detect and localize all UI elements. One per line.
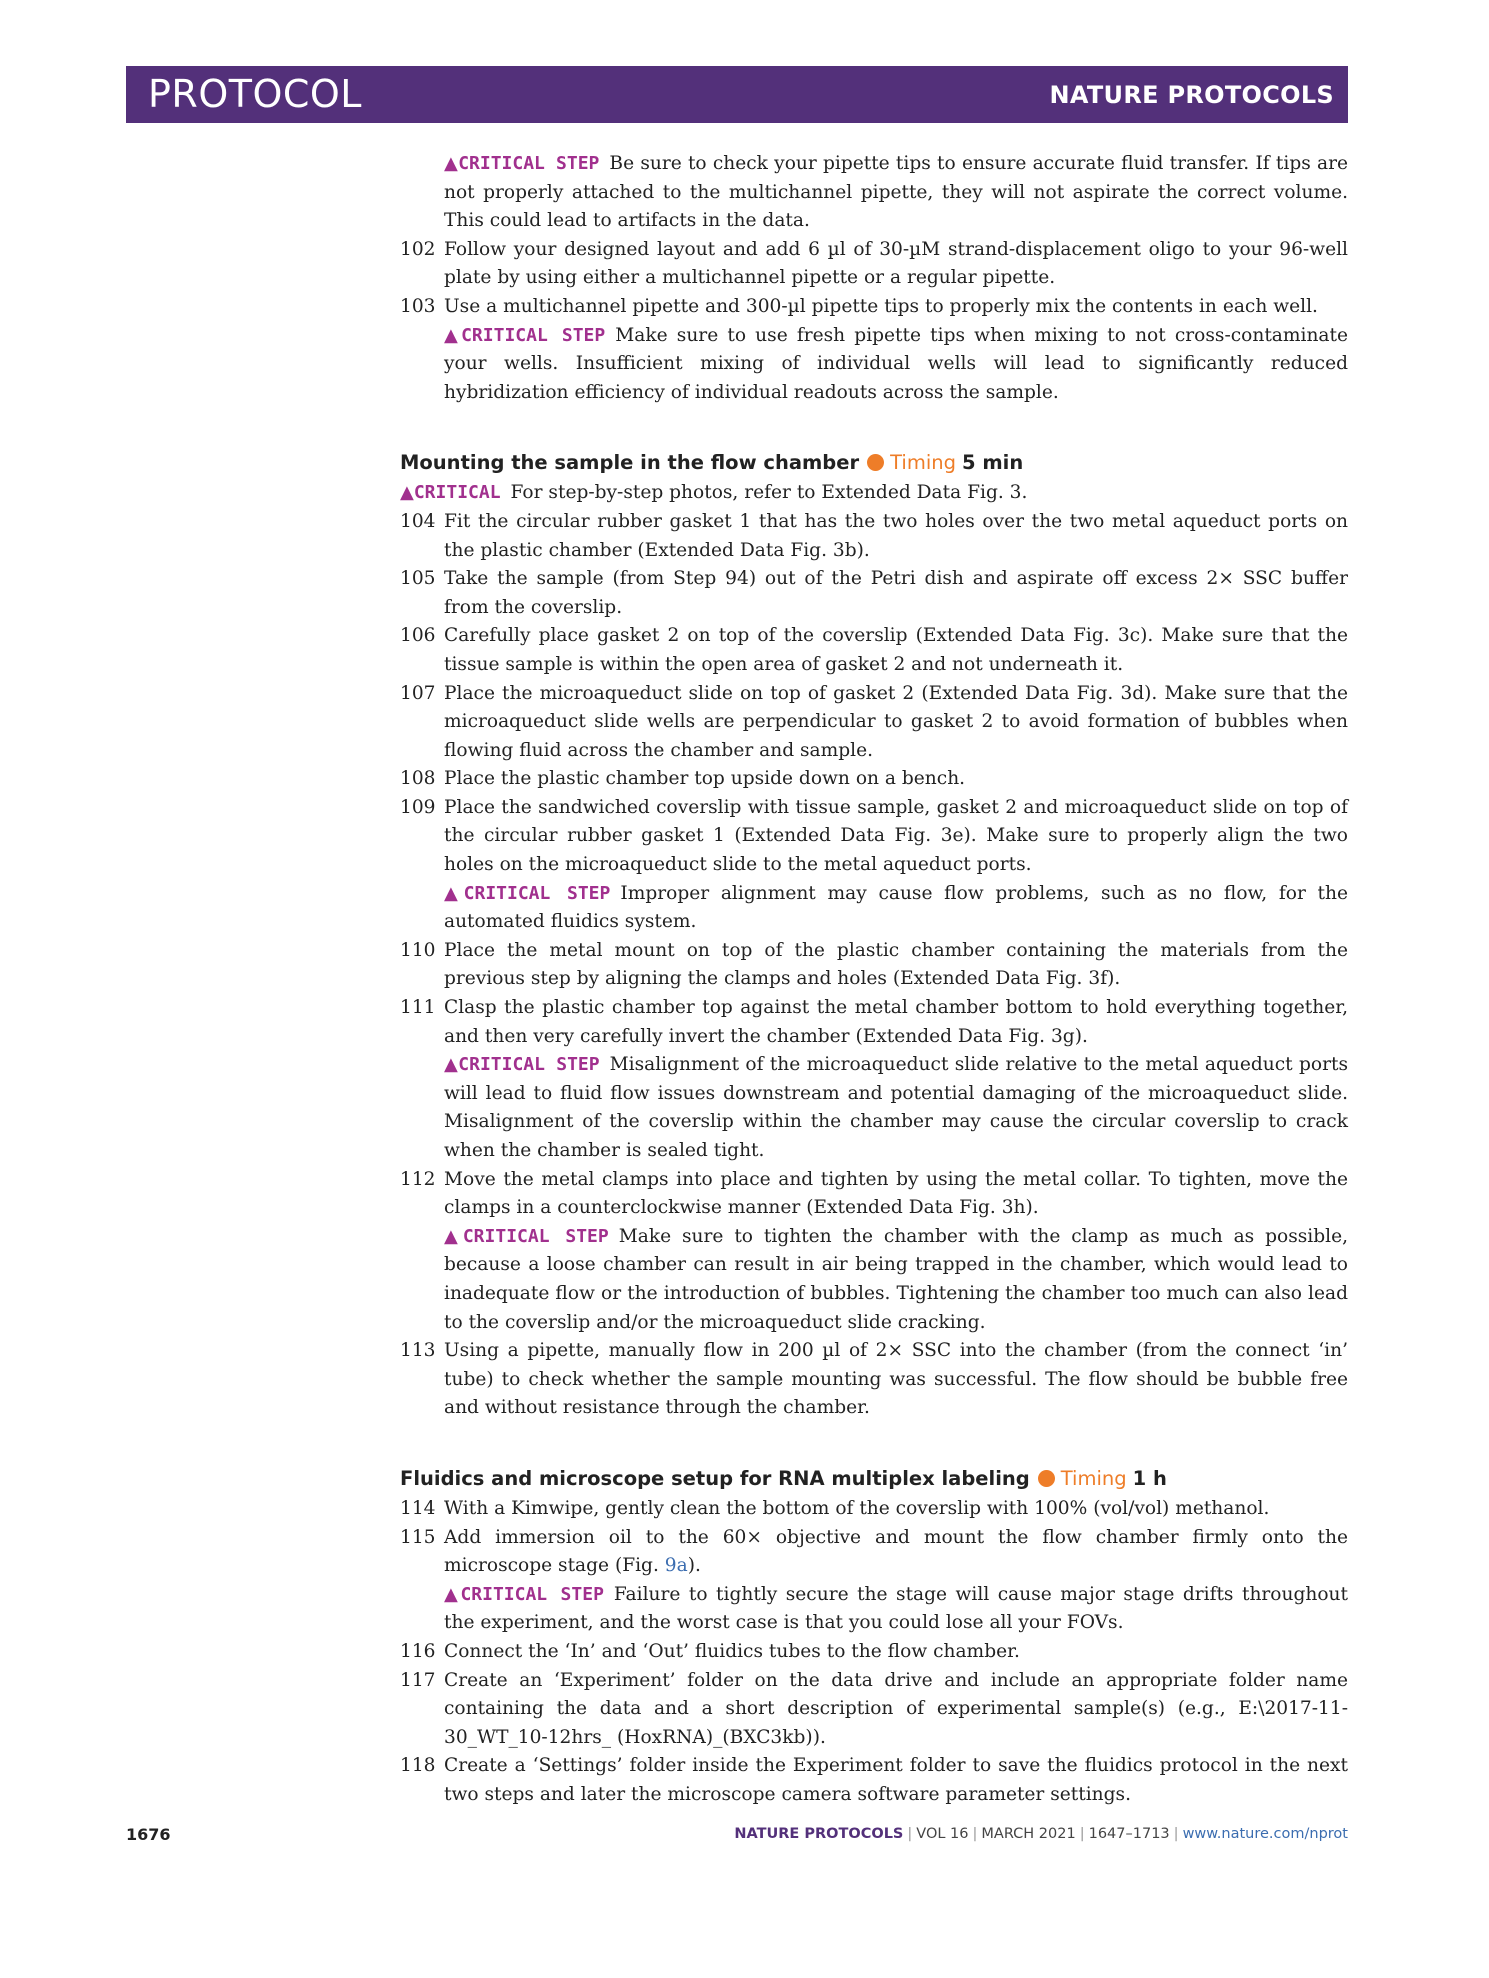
step-105 [400,565,1348,622]
timing-label: Timing [1060,1466,1127,1490]
step-number: 110 [400,939,436,961]
step-number: 116 [400,1640,436,1662]
step-text [444,1524,1348,1581]
warning-triangle-icon: ▲ [444,1054,459,1076]
footer-date: MARCH 2021 [981,1826,1076,1842]
warning-triangle-icon: ▲ [444,153,459,174]
step-115 [400,1524,1348,1638]
step-number: 103 [400,295,436,317]
critical-text: Be sure to check your pipette tips to ensure accurate fluid transfer. If tips are not properly attached to the multichannel pipette, they will not aspirate the correct volume. This could lead to artifacts in the data. [444,153,1349,232]
critical-step-note [444,322,1348,408]
step-text: Take the sample (from Step 94) out of the Petri dish and aspirate off excess 2× SSC buffer from the coverslip. [444,568,1348,618]
step-106 [400,622,1348,679]
section-heading-mounting [400,449,1348,477]
critical-text: Misalignment of the microaqueduct slide relative to the metal aqueduct ports will lead to fluid flow issues downstream and potential damaging of the microaqueduct slide. Misalignment of the coverslip within the chamber may cause the circular coverslip to crack when the chamber is sealed tight. [444,1054,1348,1161]
timing-dot-icon [1038,1470,1055,1487]
step-111 [400,994,1348,1166]
timing-label: Timing [890,451,956,475]
step-text: Fit the circular rubber gasket 1 that has the two holes over the two metal aqueduct ports on the plastic chamber (Extended Data Fig. 3b). [444,510,1348,561]
step-number: 113 [400,1340,436,1362]
section-label: PROTOCOL [148,72,362,116]
step-text: Create an ‘Experiment’ folder on the data drive and include an appropriate folder name containing the data and a short description of experimental sample(s) (e.g., E:\2017-11-30_WT_10-12hrs_ (HoxRNA)_(BXC3kb)). [444,1669,1348,1748]
footer-journal: NATURE PROTOCOLS [734,1826,904,1842]
critical-step-label: CRITICAL STEP [460,1583,604,1605]
step-text: Create a ‘Settings’ folder inside the Experiment folder to save the fluidics protocol in the next two steps and later the microscope camera software parameter settings. [444,1755,1348,1805]
step-text: Clasp the plastic chamber top against the metal chamber bottom to hold everything together, and then very carefully invert the chamber (Extended Data Fig. 3g). [444,997,1348,1047]
step-text: Move the metal clamps into place and tighten by using the metal collar. To tighten, move the clamps in a counterclockwise manner (Extended Data Fig. 3h). [444,1168,1348,1219]
timing-value: 1 h [1132,1466,1167,1490]
critical-step-label: CRITICAL STEP [461,324,606,346]
figure-link[interactable]: 9a [664,1555,688,1577]
step-number: 105 [400,568,436,590]
step-110 [400,937,1348,994]
step-number: 106 [400,625,436,647]
step-text-part: Add immersion oil to the 60× objective and mount the flow chamber firmly onto the microscope stage (Fig. [444,1526,1348,1577]
timing-dot-icon [867,454,884,471]
footer-separator: | [1079,1826,1085,1842]
step-number: 117 [400,1669,436,1691]
step-102 [400,236,1348,293]
footer-separator: | [972,1826,978,1842]
critical-step-label: CRITICAL STEP [458,153,600,174]
critical-step-note [444,1051,1348,1165]
warning-triangle-icon: ▲ [444,324,462,346]
footer-separator: | [907,1826,913,1842]
step-112 [400,1166,1348,1338]
step-number: 111 [400,997,436,1019]
step-114 [400,1495,1348,1524]
step-108 [400,765,1348,794]
step-text: Use a multichannel pipette and 300-µl pipette tips to properly mix the contents in each well. [444,295,1318,317]
step-118 [400,1752,1348,1809]
critical-label: CRITICAL [413,482,501,504]
step-number: 108 [400,768,436,790]
step-number: 112 [400,1168,436,1190]
step-117 [400,1667,1348,1753]
warning-triangle-icon: ▲ [444,1225,463,1247]
step-text: Carefully place gasket 2 on top of the coverslip (Extended Data Fig. 3c). Make sure that the tissue sample is within the open area of gasket 2 and not underneath it. [444,625,1348,675]
footer-citation [734,1826,1348,1842]
critical-text: For step-by-step photos, refer to Extended Data Fig. 3. [510,482,1028,504]
critical-text: Make sure to tighten the chamber with the clamp as much as possible, because a loose chamber can result in air being trapped in the chamber, which would lead to inadequate flow or the introduction of bubbles. Tightening the chamber too much can also lead to the coverslip and/or the microaqueduct slide cracking. [444,1225,1348,1333]
step-text: Follow your designed layout and add 6 µl of 30-µM strand-displacement oligo to your 96-well plate by using either a multichannel pipette or a regular pipette. [444,238,1348,289]
section-critical-note [400,479,1348,508]
critical-step-label: CRITICAL STEP [463,882,611,904]
step-104 [400,508,1348,565]
timing-value: 5 min [962,451,1024,475]
critical-step-note [444,880,1348,937]
step-107 [400,680,1348,766]
step-113 [400,1337,1348,1423]
critical-step-note [444,1223,1348,1337]
step-116 [400,1638,1348,1667]
step-number: 109 [400,796,436,818]
step-text: With a Kimwipe, gently clean the bottom of the coverslip with 100% (vol/vol) methanol. [444,1497,1270,1519]
step-text: Connect the ‘In’ and ‘Out’ fluidics tubes to the flow chamber. [444,1640,1020,1662]
critical-text: Improper alignment may cause flow problems, such as no flow, for the automated fluidics system. [444,882,1349,933]
step-text: Using a pipette, manually flow in 200 µl of 2× SSC into the chamber (from the connect ‘in’ tube) to check whether the sample mounting was successful. The flow should be bubble free and without resistance through the chamber. [444,1340,1348,1419]
section-title: Mounting the sample in the flow chamber [400,451,860,475]
step-number: 114 [400,1497,436,1519]
journal-name: NATURE PROTOCOLS [1049,81,1334,109]
step-text: Place the metal mount on top of the plastic chamber containing the materials from the previous step by aligning the clamps and holes (Extended Data Fig. 3f). [444,939,1348,990]
critical-step-note [400,150,1348,236]
footer-url-link[interactable]: www.nature.com/nprot [1182,1826,1348,1842]
warning-triangle-icon: ▲ [444,882,464,904]
step-text: Place the plastic chamber top upside down on a bench. [444,768,966,790]
warning-triangle-icon: ▲ [400,482,414,504]
step-103 [400,293,1348,407]
section-title: Fluidics and microscope setup for RNA multiplex labeling [400,1466,1030,1490]
step-text: Place the sandwiched coverslip with tissue sample, gasket 2 and microaqueduct slide on top of the circular rubber gasket 1 (Extended Data Fig. 3e). Make sure to properly align the two holes on the microaqueduct slide to the metal aqueduct ports. [444,796,1348,876]
step-number: 104 [400,510,436,532]
step-text: Place the microaqueduct slide on top of gasket 2 (Extended Data Fig. 3d). Make sure that the microaqueduct slide wells are perpendicular to gasket 2 to avoid formation of bubbles when flowing fluid across the chamber and sample. [444,682,1348,761]
footer-separator: | [1173,1826,1179,1842]
section-heading-fluidics [400,1465,1348,1493]
header-bar [126,66,1348,123]
footer-volume: VOL 16 [916,1826,969,1842]
page-number: 1676 [126,1825,171,1844]
footer-pages: 1647–1713 [1088,1826,1170,1842]
critical-step-label: CRITICAL STEP [462,1225,609,1247]
step-number: 102 [400,238,436,260]
critical-text: Failure to tightly secure the stage will cause major stage drifts throughout the experiment, and the worst case is that you could lose all your FOVs. [444,1583,1348,1634]
step-109 [400,794,1348,937]
warning-triangle-icon: ▲ [444,1583,461,1605]
step-number: 115 [400,1526,436,1548]
step-number: 107 [400,682,436,704]
critical-step-label: CRITICAL STEP [458,1054,600,1076]
critical-text: Make sure to use fresh pipette tips when mixing to not cross-contaminate your wells. Insufficient mixing of individual wells will lead to significantly reduced hybridization efficiency of individual readouts across the sample. [444,324,1348,403]
step-text-part: ). [687,1555,701,1577]
critical-step-note [444,1581,1348,1638]
step-number: 118 [400,1755,436,1777]
main-content [400,150,1348,1809]
